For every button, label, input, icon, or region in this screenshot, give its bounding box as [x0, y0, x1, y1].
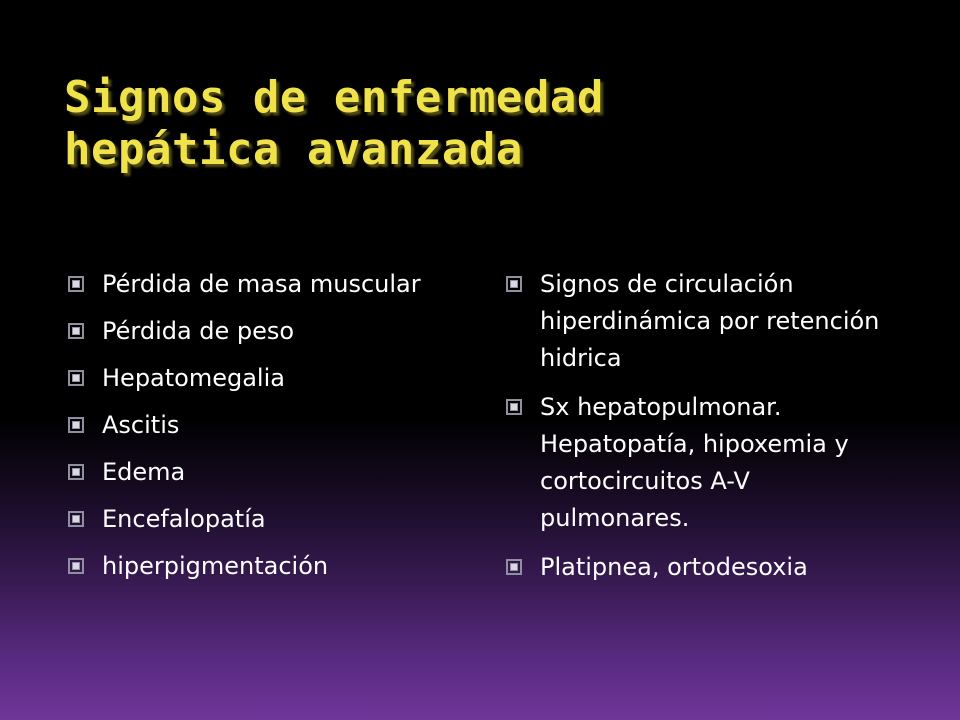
list-item	[68, 454, 468, 491]
list-item	[68, 313, 468, 350]
slide-title-line-2: hepática avanzada	[64, 124, 523, 175]
slide-title	[64, 72, 924, 176]
list-item	[68, 360, 468, 397]
list-item	[68, 407, 468, 444]
square-bullet-icon	[68, 511, 84, 527]
square-bullet-icon	[506, 276, 522, 292]
square-bullet-icon	[68, 417, 84, 433]
slide-title-line-1: Signos de enfermedad	[64, 72, 604, 123]
list-item	[506, 549, 906, 586]
square-bullet-icon	[68, 276, 84, 292]
square-bullet-icon	[506, 559, 522, 575]
list-item-text: Ascitis	[102, 411, 180, 439]
right-bullet-list	[506, 266, 906, 598]
list-item	[68, 548, 468, 585]
list-item	[68, 266, 468, 303]
list-item-text: hiperpigmentación	[102, 552, 329, 580]
list-item-text: Platipnea, ortodesoxia	[540, 553, 808, 581]
list-item-text: Pérdida de peso	[102, 317, 295, 345]
left-bullet-list	[68, 266, 468, 595]
list-item-text: Edema	[102, 458, 186, 486]
list-item-text: Hepatomegalia	[102, 364, 285, 392]
square-bullet-icon	[506, 399, 522, 415]
list-item-text: Signos de circulación hiperdinámica por retención hidrica	[540, 270, 880, 372]
square-bullet-icon	[68, 323, 84, 339]
square-bullet-icon	[68, 558, 84, 574]
list-item-text: Pérdida de masa muscular	[102, 270, 421, 298]
list-item	[68, 501, 468, 538]
list-item-text: Sx hepatopulmonar. Hepatopatía, hipoxemia y cortocircuitos A-V pulmonares.	[540, 393, 849, 532]
square-bullet-icon	[68, 370, 84, 386]
list-item-text: Encefalopatía	[102, 505, 266, 533]
list-item	[506, 389, 906, 537]
list-item	[506, 266, 906, 377]
square-bullet-icon	[68, 464, 84, 480]
